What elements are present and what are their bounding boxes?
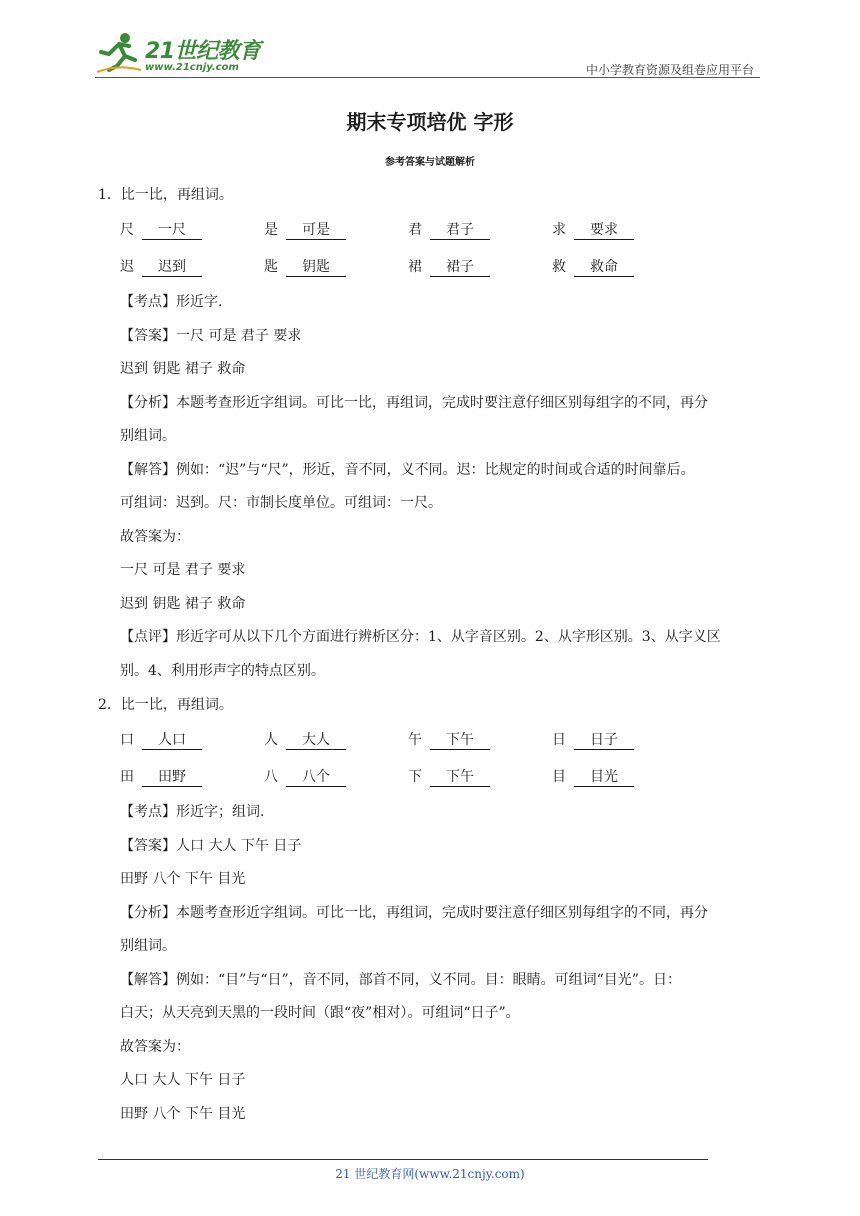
page-header: [95, 30, 760, 82]
char: 是: [264, 222, 278, 238]
word-pair: [552, 759, 696, 796]
kaodian-text: 【考点】形近字；组词.: [120, 804, 265, 820]
header-platform-text: 中小学教育资源及组卷应用平台: [585, 63, 754, 77]
answer-blank: 日子: [574, 731, 634, 750]
char: 求: [552, 222, 566, 238]
char: 下: [408, 769, 422, 785]
word-pair: [264, 722, 408, 759]
answer-blank: 救命: [574, 258, 634, 277]
answer-blank: 八个: [286, 768, 346, 787]
word-pair: [552, 722, 696, 759]
char: 尺: [120, 222, 134, 238]
char: 目: [552, 769, 566, 785]
word-pair: [120, 249, 264, 286]
analysis-text: 【分析】本题考查形近字组词。可比一比，再组词，完成时要注意仔细区别每组字的不同，再分: [120, 904, 708, 921]
answer-blank: 迟到: [142, 258, 202, 277]
logo-text: 21世纪教育: [145, 39, 261, 64]
therefore-text: 故答案为：: [120, 528, 190, 545]
answer-blank: 可是: [286, 221, 346, 240]
char: 迟: [120, 259, 134, 275]
comment-text-cont: 别。4、利用形声字的特点区别。: [120, 662, 325, 679]
answer-text: 【答案】人口 大人 下午 日子: [120, 837, 302, 854]
page-title: 期末专项培优 字形: [346, 110, 514, 134]
char: 匙: [264, 259, 278, 275]
char: 口: [120, 732, 134, 748]
answer-blank: 田野: [142, 768, 202, 787]
question-1-row-2: [98, 249, 768, 286]
word-pair: [552, 212, 696, 249]
page-subtitle: 参考答案与试题解析: [385, 157, 475, 168]
word-pair: [264, 212, 408, 249]
question-1-heading: 1．比一比，再组词。: [98, 187, 233, 203]
word-pair: [264, 759, 408, 796]
final-answer-2: 田野 八个 下午 目光: [120, 1105, 246, 1122]
char: 日: [552, 732, 566, 748]
solution-text-cont: 可组词：迟到。尺：市制长度单位。可组词：一尺。: [120, 495, 442, 511]
word-pair: [120, 759, 264, 796]
answer-blank: 目光: [574, 768, 634, 787]
answer-text-cont: 田野 八个 下午 目光: [120, 871, 246, 887]
final-answer-1: 一尺 可是 君子 要求: [120, 562, 246, 578]
kaodian-text: 【考点】形近字.: [120, 294, 223, 310]
char: 裙: [408, 259, 422, 275]
word-pair: [408, 249, 552, 286]
char: 救: [552, 259, 566, 275]
site-logo: [95, 30, 265, 78]
word-pair: [120, 212, 264, 249]
question-2-heading: 2．比一比，再组词。: [98, 697, 233, 713]
therefore-text: 故答案为：: [120, 1038, 190, 1055]
content: [98, 178, 768, 1131]
final-answer-2: 迟到 钥匙 裙子 救命: [120, 595, 246, 612]
comment-text: 【点评】形近字可从以下几个方面进行辨析区分：1、从字音区别。2、从字形区别。3、从字义区: [120, 629, 721, 645]
question-1-row-1: [98, 212, 768, 249]
answer-blank: 裙子: [430, 258, 490, 277]
solution-text-cont: 白天；从天亮到天黑的一段时间（跟“夜”相对）。可组词“日子”。: [120, 1005, 520, 1021]
question-2-row-1: [98, 722, 768, 759]
answer-blank: 君子: [430, 221, 490, 240]
answer-blank: 下午: [430, 768, 490, 787]
word-pair: [264, 249, 408, 286]
final-answer-1: 人口 大人 下午 日子: [120, 1072, 246, 1088]
word-pair: [408, 759, 552, 796]
answer-blank: 人口: [142, 731, 202, 750]
analysis-text: 【分析】本题考查形近字组词。可比一比，再组词，完成时要注意仔细区别每组字的不同，再分: [120, 394, 708, 411]
solution-text: 【解答】例如：“迟”与“尺”，形近，音不同，义不同。迟：比规定的时间或合适的时间靠后。: [120, 461, 695, 478]
answer-blank: 一尺: [142, 221, 202, 240]
answer-text-cont: 迟到 钥匙 裙子 救命: [120, 361, 246, 377]
answer-blank: 大人: [286, 731, 346, 750]
char: 君: [408, 222, 422, 238]
word-pair: [120, 722, 264, 759]
footer-divider: [98, 1159, 708, 1160]
char: 田: [120, 769, 134, 785]
analysis-text-cont: 别组词。: [120, 938, 176, 954]
runner-icon: [95, 30, 143, 76]
answer-blank: 下午: [430, 731, 490, 750]
logo-url: www.21cnjy.com: [145, 62, 239, 73]
word-pair: [408, 212, 552, 249]
answer-blank: 钥匙: [286, 258, 346, 277]
answer-blank: 要求: [574, 221, 634, 240]
analysis-text-cont: 别组词。: [120, 428, 176, 444]
word-pair: [552, 249, 696, 286]
char: 八: [264, 769, 278, 785]
header-divider: [95, 77, 760, 78]
question-2-row-2: [98, 759, 768, 796]
answer-text: 【答案】一尺 可是 君子 要求: [120, 327, 302, 344]
char: 人: [264, 732, 278, 748]
char: 午: [408, 732, 422, 748]
footer-link[interactable]: 21 世纪教育网(www.21cnjy.com): [335, 1167, 525, 1181]
solution-text: 【解答】例如：“目”与“日”，音不同，部首不同，义不同。目：眼睛。可组词“目光”。日：: [120, 971, 681, 988]
word-pair: [408, 722, 552, 759]
